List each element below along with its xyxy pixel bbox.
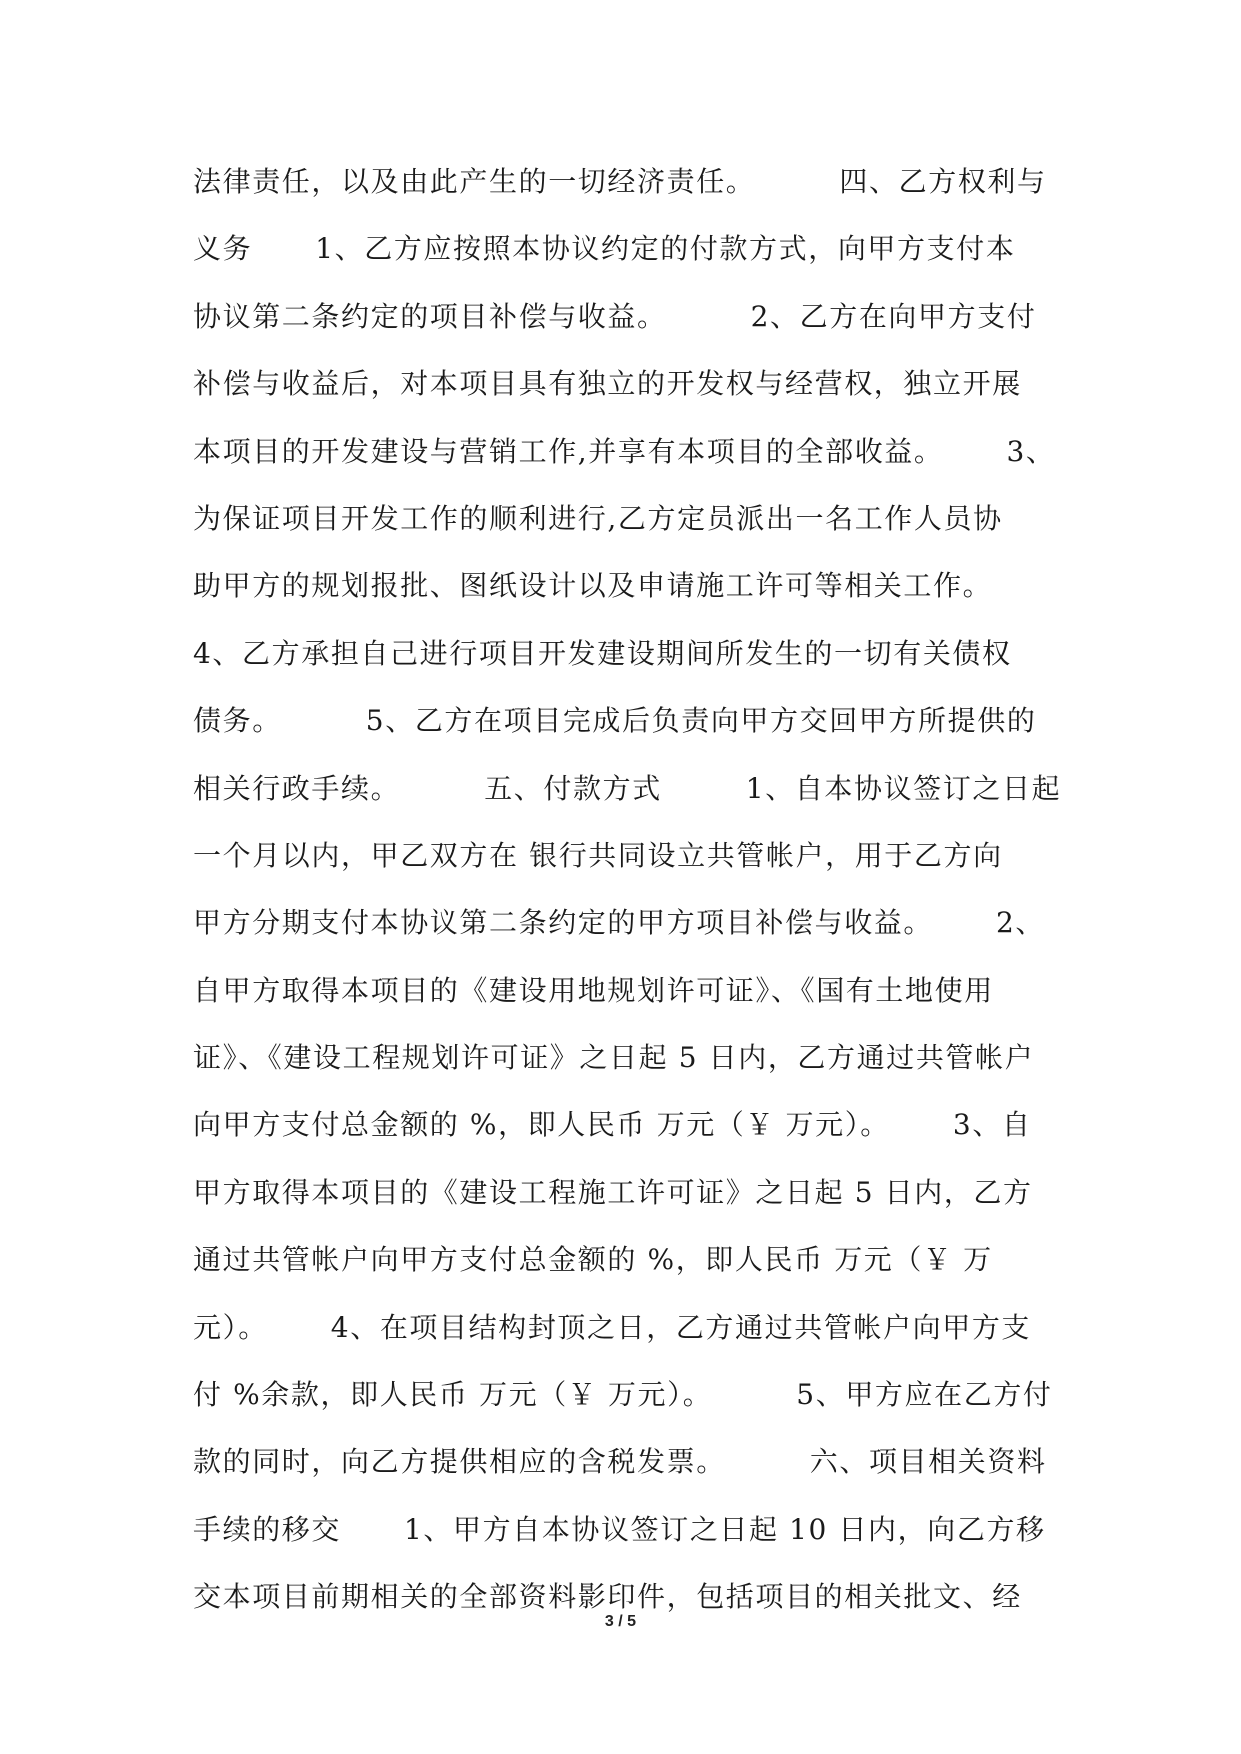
text-line: 证》、《建设工程规划许可证》之日起 5 日内，乙方通过共管帐户 <box>193 1041 1035 1075</box>
text-line: 甲方分期支付本协议第二条约定的甲方项目补偿与收益。 2、 <box>193 906 1046 940</box>
text-line: 款的同时，向乙方提供相应的含税发票。 六、项目相关资料 <box>193 1445 1047 1479</box>
page-number: 3 / 5 <box>604 1613 637 1630</box>
text-line: 协议第二条约定的项目补偿与收益。 2、乙方在向甲方支付 <box>193 299 1037 333</box>
text-line: 自甲方取得本项目的《建设用地规划许可证》、《国有土地使用 <box>193 973 994 1007</box>
text-line: 4、乙方承担自己进行项目开发建设期间所发生的一切有关债权 <box>193 636 1012 670</box>
text-line: 债务。 5、乙方在项目完成后负责向甲方交回甲方所提供的 <box>193 704 1037 738</box>
text-line: 通过共管帐户向甲方支付总金额的 %，即人民币 万元（￥ 万 <box>193 1243 993 1277</box>
text-line: 手续的移交 1、甲方自本协议签订之日起 10 日内，向乙方移 <box>193 1512 1046 1546</box>
text-line: 一个月以内，甲乙双方在 银行共同设立共管帐户，用于乙方向 <box>193 838 1003 872</box>
text-line: 为保证项目开发工作的顺利进行,乙方定员派出一名工作人员协 <box>193 501 1003 535</box>
text-line: 付 %余款，即人民币 万元（￥ 万元）。 5、甲方应在乙方付 <box>193 1378 1053 1412</box>
text-line: 向甲方支付总金额的 %，即人民币 万元（￥ 万元）。 3、自 <box>193 1108 1032 1142</box>
text-line: 甲方取得本项目的《建设工程施工许可证》之日起 5 日内，乙方 <box>193 1175 1033 1209</box>
text-line: 元）。 4、在项目结构封顶之日，乙方通过共管帐户向甲方支 <box>193 1310 1032 1344</box>
text-line: 本项目的开发建设与营销工作,并享有本项目的全部收益。 3、 <box>193 434 1056 468</box>
text-line: 补偿与收益后，对本项目具有独立的开发权与经营权，独立开展 <box>193 367 1022 401</box>
body-text <box>193 155 1063 1638</box>
text-line: 助甲方的规划报批、图纸设计以及申请施工许可等相关工作。 <box>193 569 993 603</box>
text-line: 相关行政手续。 五、付款方式 1、自本协议签订之日起 <box>193 771 1062 805</box>
text-line: 法律责任，以及由此产生的一切经济责任。 四、乙方权利与 <box>193 165 1047 198</box>
text-line: 交本项目前期相关的全部资料影印件，包括项目的相关批文、经 <box>193 1580 1022 1614</box>
text-line: 义务 1、乙方应按照本协议约定的付款方式，向甲方支付本 <box>193 232 1016 266</box>
